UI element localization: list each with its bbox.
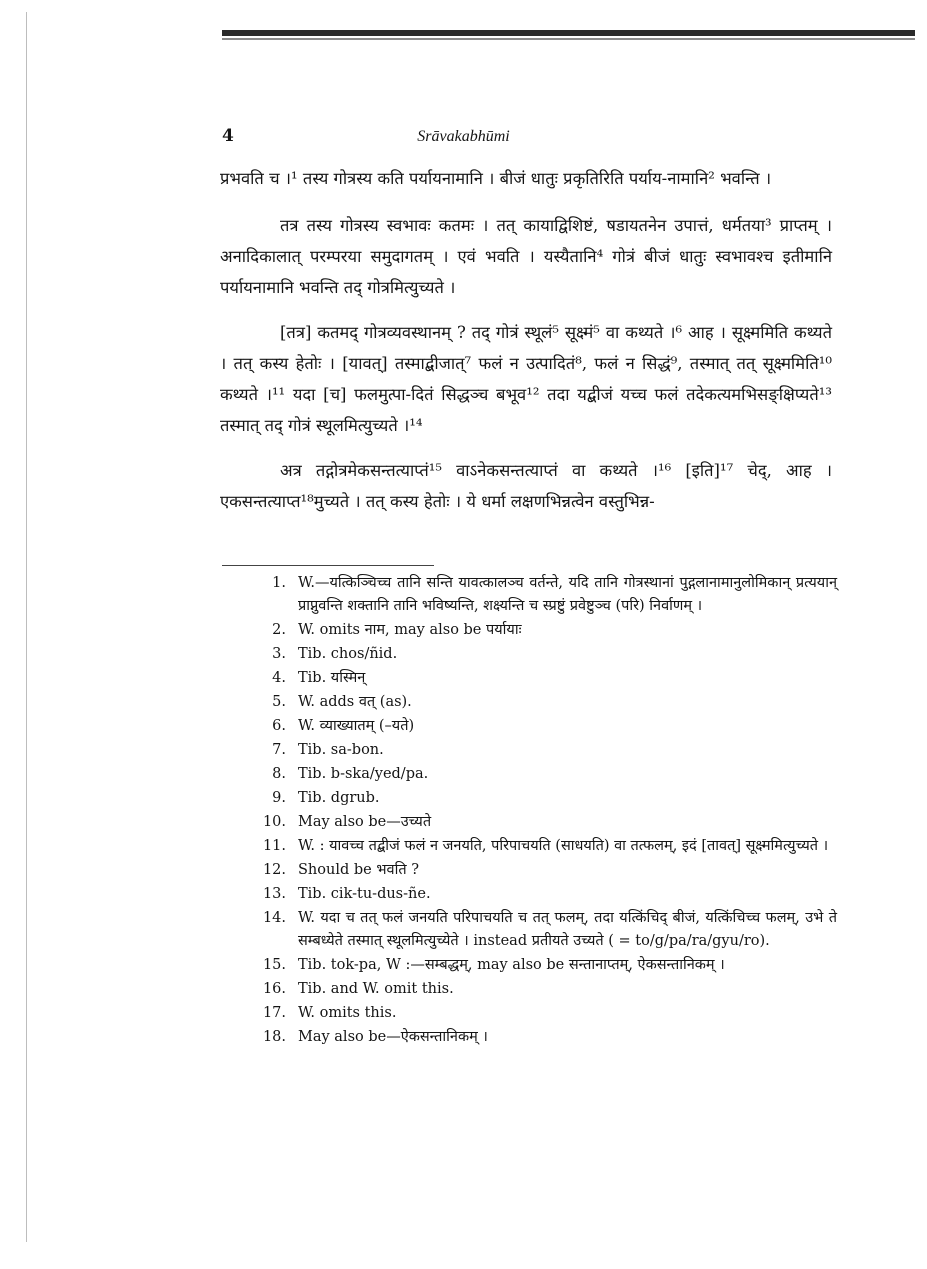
footnote-text: Tib. dgrub. [298, 790, 380, 806]
footnote-number: 15. [262, 957, 286, 973]
footnote-number: 7. [272, 742, 286, 758]
footnote-text: Should be भवति ? [298, 862, 419, 878]
footnote-text: W. omits this. [298, 1005, 397, 1021]
main-text [220, 163, 832, 531]
footnote-divider [222, 565, 434, 566]
footnote [252, 715, 837, 738]
footnote [252, 907, 837, 953]
footnote [252, 835, 837, 858]
footnote-number: 10. [262, 814, 286, 830]
footnote [252, 691, 837, 714]
footnote [252, 643, 837, 666]
footnote [252, 978, 837, 1001]
footnote-number: 5. [272, 694, 286, 710]
footnote [252, 667, 837, 690]
footnote-text: Tib. and W. omit this. [298, 981, 454, 997]
footnote [252, 811, 837, 834]
footnote-number: 11. [262, 838, 286, 854]
footnote-number: 17. [262, 1005, 286, 1021]
footnote [252, 859, 837, 882]
footnote [252, 739, 837, 762]
footnote [252, 1002, 837, 1025]
footnote [252, 763, 837, 786]
footnote-text: May also be—उच्यते [298, 814, 432, 830]
footnote [252, 619, 837, 642]
footnote-text: Tib. sa-bon. [298, 742, 384, 758]
footnote-text: Tib. cik-tu-dus-ñe. [298, 886, 431, 902]
paragraph: अत्र तद्गोत्रमेकसन्तत्याप्तं¹⁵ वाऽनेकसन्तत्याप्तं वा कथ्यते ।¹⁶ [इति]¹⁷ चेद्, आह । एकसन्तत्याप्त¹⁸मुच्यते । तत् कस्य हेतोः । ये धर्मा लक्षणभिन्नत्वेन वस्तुभिन्न- [220, 461, 832, 511]
footnote-number: 4. [272, 670, 286, 686]
footnote-number: 16. [262, 981, 286, 997]
footnote [252, 787, 837, 810]
paragraph: प्रभवति च ।¹ तस्य गोत्रस्य कति पर्यायनामानि । बीजं धातुः प्रकृतिरिति पर्याय-नामानि² भवन्ति । [220, 169, 772, 188]
footnote-text: W. : यावच्च तद्बीजं फलं न जनयति, परिपाचयति (साधयति) वा तत्फलम्, इदं [तावत्] सूक्ष्ममित्युच्यते । [298, 838, 829, 854]
footnote-text: May also be—ऐकसन्तानिकम् । [298, 1029, 488, 1045]
paragraph: तत्र तस्य गोत्रस्य स्वभावः कतमः । तत् कायाद्विशिष्टं, षडायतनेन उपात्तं, धर्मतया³ प्राप्तम् । अनादिकालात् परम्परया समुदागतम् । एवं भवति । यस्यैतानि⁴ गोत्रं बीजं धातुः स्वभावश्च इतीमानि पर्यायनामानि भवन्ति तद् गोत्रमित्युच्यते । [220, 216, 832, 297]
footnote-text: W. यदा च तत् फलं जनयति परिपाचयति च तत् फलम्, तदा यत्किंचिद् बीजं, यत्किंचिच्च फलम्, उभे ते सम्बध्येते तस्मात् स्थूलमित्युच्येते । instead प्रतीयते उच्यते ( = to/g/pa/ra/gyu/ro). [298, 910, 837, 949]
header-rule-thin [222, 38, 915, 40]
page-number: 4 [222, 126, 234, 146]
footnote [252, 572, 837, 618]
footnote-number: 14. [262, 910, 286, 926]
footnote-number: 9. [272, 790, 286, 806]
footnote-number: 13. [262, 886, 286, 902]
footnote [252, 1026, 837, 1049]
page-left-edge [26, 12, 27, 1242]
paragraph: [तत्र] कतमद् गोत्रव्यवस्थानम् ? तद् गोत्रं स्थूलं⁵ सूक्ष्मं⁵ वा कथ्यते ।⁶ आह । सूक्ष्ममिति कथ्यते । तत् कस्य हेतोः । [यावत्] तस्माद्बीजात्⁷ फलं न उत्पादितं⁸, फलं न सिद्धं⁹, तस्मात् तत् सूक्ष्ममिति¹⁰ कथ्यते ।¹¹ यदा [च] फलमुत्पा-दितं सिद्धञ्च बभूव¹² तदा यद्बीजं यच्च फलं तदेकत्यमभिसङ्क्षिप्यते¹³ तस्मात् तद् गोत्रं स्थूलमित्युच्यते ।¹⁴ [220, 323, 832, 435]
footnote-number: 3. [272, 646, 286, 662]
footnote-text: Tib. यस्मिन् [298, 670, 366, 686]
footnote-number: 6. [272, 718, 286, 734]
footnote-text: W. adds वत् (as). [298, 694, 412, 710]
footnote [252, 954, 837, 977]
footnote-number: 2. [272, 622, 286, 638]
footnote-text: W. व्याख्यातम् (–यते) [298, 718, 415, 734]
running-title: Srāvakabhūmi [417, 128, 510, 145]
footnote-text: Tib. tok-pa, W :—सम्बद्धम्, may also be सन्तानाप्तम्, ऐकसन्तानिकम् । [298, 957, 725, 973]
footnote-number: 18. [262, 1029, 286, 1045]
footnote-text: W. omits नाम, may also be पर्यायाः [298, 622, 522, 638]
footnote-text: W.—यत्किञ्चिच्च तानि सन्ति यावत्कालञ्च वर्तन्ते, यदि तानि गोत्रस्थानां पुद्गलानामानुलोमिकान् प्रत्ययान् प्राप्नुवन्ति शक्तानि तानि भविष्यन्ति, शक्ष्यन्ति च स्प्रष्टुं प्रवेष्टुञ्च (परि) निर्वाणम् । [298, 575, 837, 614]
footnote-number: 8. [272, 766, 286, 782]
footnote-text: Tib. b-ska/yed/pa. [298, 766, 429, 782]
footnote [252, 883, 837, 906]
footnote-number: 1. [272, 575, 286, 591]
footnote-text: Tib. chos/ñid. [298, 646, 398, 662]
header-rule [222, 30, 915, 36]
footnote-number: 12. [262, 862, 286, 878]
footnote-list [252, 572, 837, 1050]
